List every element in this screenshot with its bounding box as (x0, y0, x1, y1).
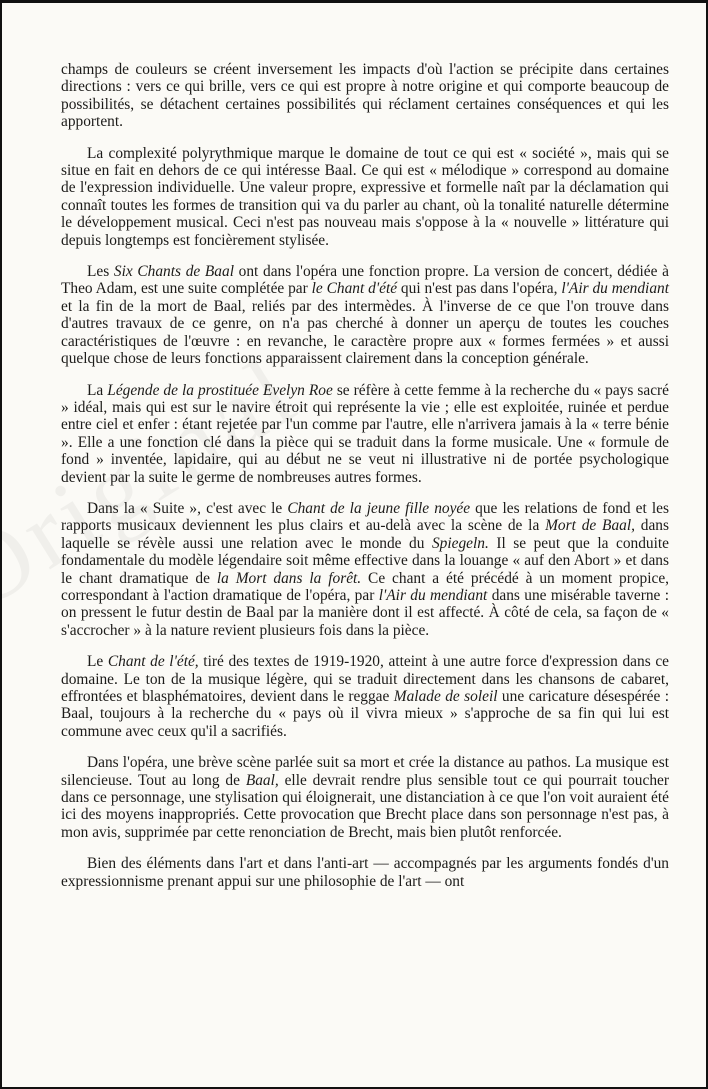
italic-title: Chant de la jeune fille noyée (287, 499, 471, 517)
text-run: La complexité polyrythmique marque le domaine de tout ce qui est « société », mais qui se situe en fait en dehors de ce qui intéresse Baal. Ce qui est « mélodique » correspond au domaine de l'expression individuelle. Une valeur propre, expressive et formelle naît par la déclamation qui connaît toutes les formes de transition qui va du parler au chant, où la tonalité naturelle détermine le développement musical. Ceci n'est pas nouveau mais s'oppose à la « nouvelle » littérature qui depuis longtemps est foncièrement stylisée. (61, 144, 669, 249)
body-text (61, 61, 669, 904)
text-run: Le (87, 653, 108, 671)
text-run: La (87, 381, 108, 399)
text-run: Les (87, 263, 114, 281)
text-run: qui n'est pas dans l'opéra, (397, 280, 562, 298)
text-run: Dans l'opéra, une brève scène parlée suit sa mort et crée la distance au pathos. La musique est silencieuse. Tout au long de (61, 754, 669, 789)
text-run: se réfère à cette femme à la recherche du « pays sacré » idéal, mais qui est sur le navire étroit qui représente la vie ; elle est exploitée, ruinée et perdue entre ciel et enfer : étant rejetée par l'un comme par l'autre, elle n'arrivera jamais à la « terre bénie ». Elle a une fonction clé dans la pièce qui se traduit dans la forme musicale. Une « formule de fond » inventée, lapidaire, qui au début ne se veut ni illustrative ni de portée psychologique devient par la suite le germe de nombreuses autres formes. (61, 381, 669, 486)
text-run: champs de couleurs se créent inversement les impacts d'où l'action se précipite dans certaines directions : vers ce qui brille, vers ce qui est propre à notre origine et qui comporte beaucoup de possibilités, se détachent certaines possibilités qui réclament certaines conséquences et qui les apportent. (61, 61, 669, 131)
text-run: et la fin de la mort de Baal, reliés par des intermèdes. À l'inverse de ce que l'on trouve dans d'autres travaux de ce genre, on n'a pas cherché à donner un aperçu de toutes les couches caractéristiques de l'œuvre : en revanche, le caractère propre aux « formes fermées » et aussi quelque chose de leurs fonctions apparaissent clairement dans la conception générale. (61, 297, 669, 368)
italic-title: la Mort dans la forêt. (216, 569, 362, 587)
italic-title: l'Air du mendiant (378, 586, 488, 604)
paragraph (61, 263, 669, 367)
paragraph (61, 500, 669, 639)
italic-title: Six Chants de Baal (113, 263, 234, 281)
paragraph (61, 855, 669, 890)
text-run: Il se peut que la conduite fondamentale du modèle légendaire soit même effective dans la louange « auf den Abort » et dans le chant dramatique de (61, 534, 669, 587)
text-run: Bien des éléments dans l'art et dans l'anti-art — accompagnés par les arguments fondés d'un expressionnisme prenant appui sur une philosophie de l'art — ont (61, 855, 669, 890)
text-run: Ce chant a été précédé à un moment propice, correspondant à l'action dramatique de l'opéra, par (61, 569, 669, 604)
italic-title: Baal, (245, 771, 279, 789)
text-run: elle devrait rendre plus sensible tout ce qui pourrait toucher dans ce personnage, une stylisation qui éloignerait, une distanciation à ce que l'on voit auraient été ici des moyens inappropriés. Cette provocation que Brecht place dans son personnage n'est pas, à mon avis, supprimée par cette renonciation de Brecht, mais bien plutôt renforcée. (61, 771, 669, 841)
italic-title: Spiegeln. (431, 534, 489, 552)
italic-title: Légende de la prostituée Evelyn Roe (107, 381, 333, 399)
text-run: une caricature désespérée : Baal, toujours à la recherche du « pays où il vivra mieux » s'approche de sa fin qui lui est commune avec ceux qu'il a sacrifiés. (61, 688, 669, 740)
text-run: ont dans l'opéra une fonction propre. La version de concert, dédiée à Theo Adam, est une suite complétée par (61, 263, 669, 298)
italic-title: Malade de soleil (393, 688, 498, 705)
italic-title: Mort de Baal, (545, 517, 635, 535)
paragraph (61, 653, 669, 740)
paragraph (61, 754, 669, 841)
paragraph (61, 145, 669, 249)
italic-title: le Chant d'été (311, 280, 398, 298)
text-run: dans une misérable taverne : on pressent le futur destin de Baal par la manière dont il est affecté. À côté de cela, sa façon de « s'accrocher » à la nature revient plusieurs fois dans la pièce. (61, 586, 669, 639)
paragraph (61, 61, 669, 131)
text-run: que les relations de fond et les rapports musicaux deviennent les plus clairs et au-delà avec la scène de la (61, 499, 669, 535)
italic-title: l'Air du mendiant (561, 280, 669, 298)
italic-title: Chant de l'été, (107, 653, 199, 671)
text-run: Dans la « Suite », c'est avec le (87, 499, 288, 517)
paragraph (61, 382, 669, 486)
text-run: tiré des textes de 1919-1920, atteint à une autre force d'expression dans ce domaine. Le ton de la musique légère, qui se traduit directement dans les chansons de cabaret, effrontées et blasphématoires, devient dans le reggae (61, 653, 669, 705)
text-run: dans laquelle se révèle aussi une relation avec le monde du (61, 517, 669, 552)
